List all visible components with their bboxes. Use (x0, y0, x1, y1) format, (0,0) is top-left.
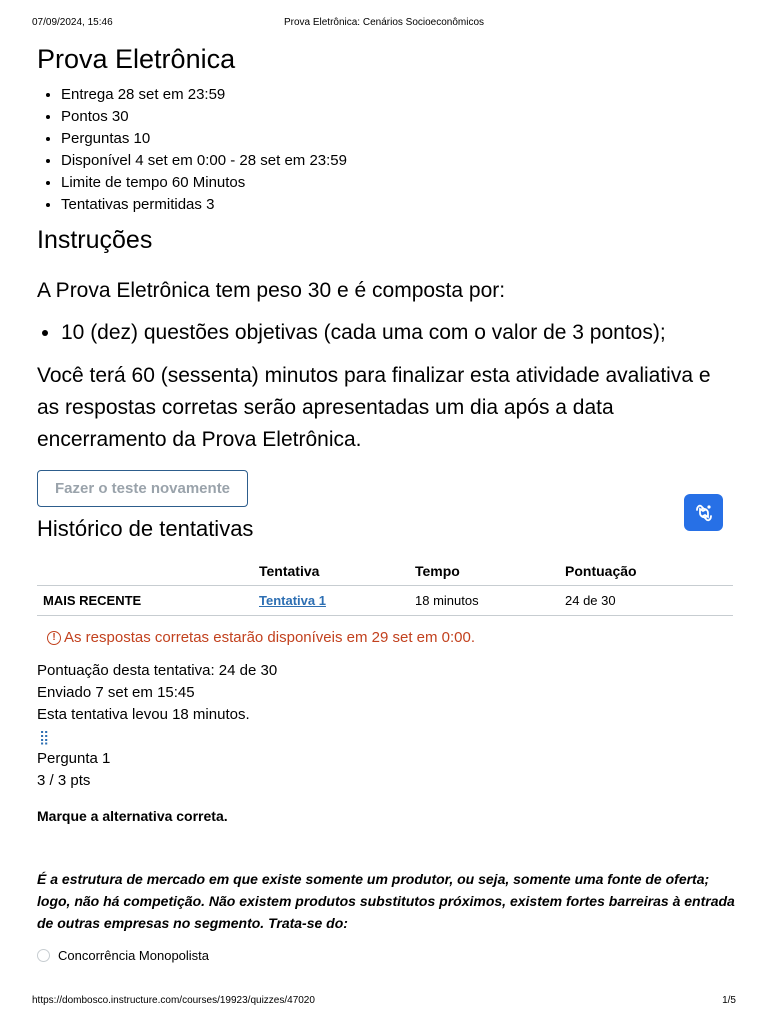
print-footer (0, 995, 768, 1009)
print-header (0, 17, 768, 31)
detail-due: • Entrega 28 set em 23:59 (61, 84, 737, 106)
column-header-score: Pontuação (559, 557, 733, 585)
question-points: 3 / 3 pts (37, 771, 91, 789)
drag-handle-icon[interactable]: ⣿ (39, 728, 50, 745)
question-number: Pergunta 1 (37, 749, 111, 767)
instructions-intro: A Prova Eletrônica tem peso 30 e é composta por: (37, 279, 506, 302)
most-recent-label: MAIS RECENTE (37, 585, 253, 615)
instructions-item: • 10 (dez) questões objetivas (cada uma com o valor de 3 pontos); (61, 318, 737, 348)
attempt-score: Pontuação desta tentativa: 24 de 30 (37, 661, 278, 679)
retake-quiz-button[interactable]: Fazer o teste novamente (37, 470, 248, 507)
column-header-attempt: Tentativa (253, 557, 409, 585)
question-instruction: Marque a alternativa correta. (37, 807, 228, 824)
quiz-details (61, 84, 737, 216)
print-page-number: 1/5 (722, 995, 736, 1006)
attempt-link[interactable]: Tentativa 1 (259, 592, 326, 608)
print-datetime: 07/09/2024, 15:46 (32, 17, 113, 28)
answers-availability-notice (47, 628, 737, 648)
answer-option-label: Concorrência Monopolista (58, 947, 210, 963)
warning-icon: ! (47, 631, 61, 645)
detail-available: • Disponível 4 set em 0:00 - 28 set em 23:59 (61, 150, 737, 172)
accessibility-button[interactable] (684, 494, 723, 531)
attempt-duration: Esta tentativa levou 18 minutos. (37, 705, 250, 723)
score-cell: 24 de 30 (559, 585, 733, 615)
table-row (37, 585, 733, 615)
column-header-label (37, 557, 253, 585)
radio-button[interactable] (37, 949, 50, 962)
notice-text: As respostas corretas estarão disponíveis em 29 set em 0:00. (64, 628, 476, 646)
question-text: É a estrutura de mercado em que existe somente um produtor, ou seja, somente uma fonte de oferta; logo, não há competição. Não existem produtos substitutos próximos, existem fortes barreiras à entrada de outras empresas no segmento. Trata-se do: (37, 870, 735, 931)
print-url: https://dombosco.instructure.com/courses/19923/quizzes/47020 (32, 995, 315, 1006)
quiz-content (37, 42, 737, 963)
attempt-cell (253, 585, 409, 615)
attempt-history-heading: Histórico de tentativas (37, 516, 254, 541)
detail-attempts: • Tentativas permitidas 3 (61, 194, 737, 216)
attempt-history-table (37, 557, 733, 616)
print-page-title: Prova Eletrônica: Cenários Socioeconômicos (283, 17, 485, 28)
answer-option[interactable] (37, 948, 737, 963)
quiz-title: Prova Eletrônica (37, 44, 236, 74)
detail-questions: • Perguntas 10 (61, 128, 737, 150)
instructions-text: Você terá 60 (sessenta) minutos para finalizar esta atividade avaliativa e as respostas corretas serão apresentadas um dia após a data encerramento da Prova Eletrônica. (37, 364, 711, 451)
instructions-heading: Instruções (37, 226, 153, 254)
column-header-time: Tempo (409, 557, 559, 585)
attempt-submitted: Enviado 7 set em 15:45 (37, 683, 195, 701)
time-cell: 18 minutos (409, 585, 559, 615)
sign-language-icon (692, 501, 716, 525)
instructions-list (61, 318, 737, 348)
attempt-summary (37, 660, 737, 726)
detail-time-limit: • Limite de tempo 60 Minutos (61, 172, 737, 194)
table-header-row (37, 557, 733, 585)
detail-points: • Pontos 30 (61, 106, 737, 128)
